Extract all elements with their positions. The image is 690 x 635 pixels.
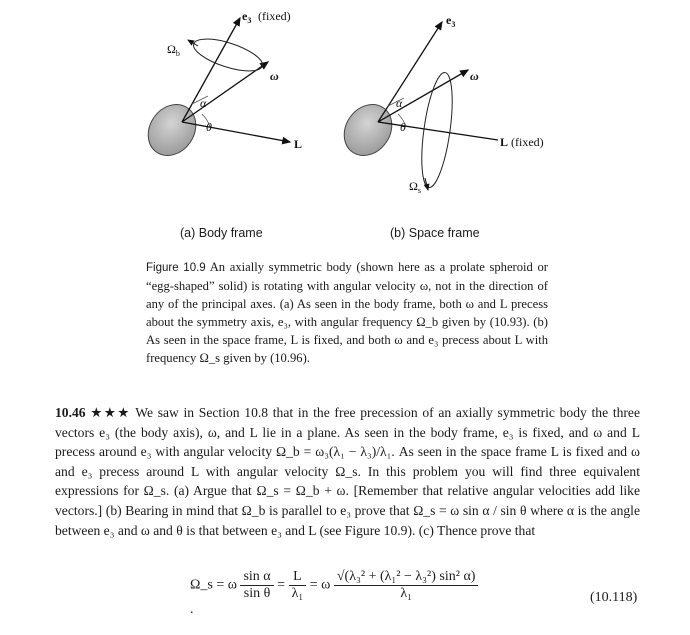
problem-text: We saw in Section 10.8 that in the free precession of an axially symmetric body the three vectors e₃ (the body axis), ω, and L lie in a plane. As seen in the body frame, e₃ is fixed, and ω and L precess around e₃ with angular velocity Ω_b = ω₃(λ₁ − λ₃)/λ₁. As seen in the space frame L is fixed and ω and e₃ precess around L with angular velocity Ω_s. In this problem you will find three equivalent expressions for Ω_s. (a) Argue that Ω_s = Ω_b + ω. [Remember that relative angular velocities add like vectors.] (b) Bearing in mind that Ω_b is parallel to e₃ prove that Ω_s = ω sin α / sin θ where α is the angle between e₃ and ω and θ is that between e₃ and L (see Figure 10.9). (c) Thence prove that bbox=[55, 405, 640, 538]
diagram-b bbox=[334, 13, 543, 195]
omega-label-b: ω bbox=[470, 69, 479, 83]
diagram-a bbox=[138, 9, 302, 165]
body-spheroid-b bbox=[334, 95, 401, 164]
problem-10-46 bbox=[55, 403, 640, 540]
L-vector-b bbox=[378, 122, 498, 140]
theta-label-a: θ bbox=[206, 120, 212, 134]
figure-caption-text: An axially symmetric body (shown here as a prolate spheroid or “egg-shaped” solid) is rotating with angular velocity ω, not in the direction of any of the principal axes. (a) As seen in the body frame, both ω and L precess about the symmetry axis, e₃, with angular frequency Ω_b given by (10.93). (b) As seen in the space frame, L is fixed, and both ω and e₃ precess about L with frequency Ω_s given by (10.96). bbox=[146, 260, 548, 365]
equation-10-118: Ω_s = ω $\frac{\text{sin α}}{\text{sin θ}}$ = $\frac{L}{\text{λ₁}}$ = ω $\frac{\text{√(λ₃² + (λ₁² − λ₃²) sin² α)}}{\text{λ₁}}$ . bbox=[190, 569, 480, 629]
L-label-a: L bbox=[294, 137, 303, 151]
L-fixed-label-b: (fixed) bbox=[511, 135, 544, 149]
fraction-sin: $\frac{\text{sin α}}{\text{sin θ}}$ bbox=[240, 569, 273, 602]
alpha-label-b: α bbox=[396, 96, 403, 110]
e3-axis-b bbox=[378, 22, 442, 122]
equation-lhs: Ω_s = ω bbox=[190, 577, 237, 593]
alpha-label-a: α bbox=[200, 96, 207, 110]
fraction-sqrt: $\frac{\text{√(λ₃² + (λ₁² − λ₃²) sin² α)}}{\text{λ₁}}$ bbox=[334, 569, 479, 602]
equation-number: (10.118) bbox=[590, 590, 638, 605]
figure-10-9 bbox=[120, 0, 580, 250]
fraction-L: $\frac{L}{\text{λ₁}}$ bbox=[289, 569, 307, 602]
omega-b-label: $\Omega_b$ bbox=[167, 42, 180, 58]
subcaption-a: (a) Body frame bbox=[180, 226, 263, 240]
L-label-b: L bbox=[500, 135, 509, 149]
problem-number: 10.46 bbox=[55, 405, 86, 420]
theta-label-b: θ bbox=[400, 120, 406, 134]
subcaption-b: (b) Space frame bbox=[390, 226, 480, 240]
body-spheroid-a bbox=[138, 95, 205, 164]
omega-s-label: $\Omega_s$ bbox=[409, 179, 422, 195]
difficulty-stars: ★★★ bbox=[90, 405, 131, 420]
e3-label-a: $e_3$ bbox=[242, 9, 252, 25]
e3-fixed-label-a: (fixed) bbox=[258, 9, 291, 23]
figure-caption bbox=[146, 258, 548, 367]
omega-vector-b bbox=[378, 70, 468, 122]
L-vector-a bbox=[182, 122, 290, 142]
omega-label-a: ω bbox=[270, 69, 279, 83]
e3-label-b: $e_3$ bbox=[446, 13, 456, 29]
figure-label: Figure 10.9 bbox=[146, 262, 206, 274]
figure-diagrams bbox=[120, 0, 580, 250]
e3-axis-a bbox=[182, 18, 240, 122]
